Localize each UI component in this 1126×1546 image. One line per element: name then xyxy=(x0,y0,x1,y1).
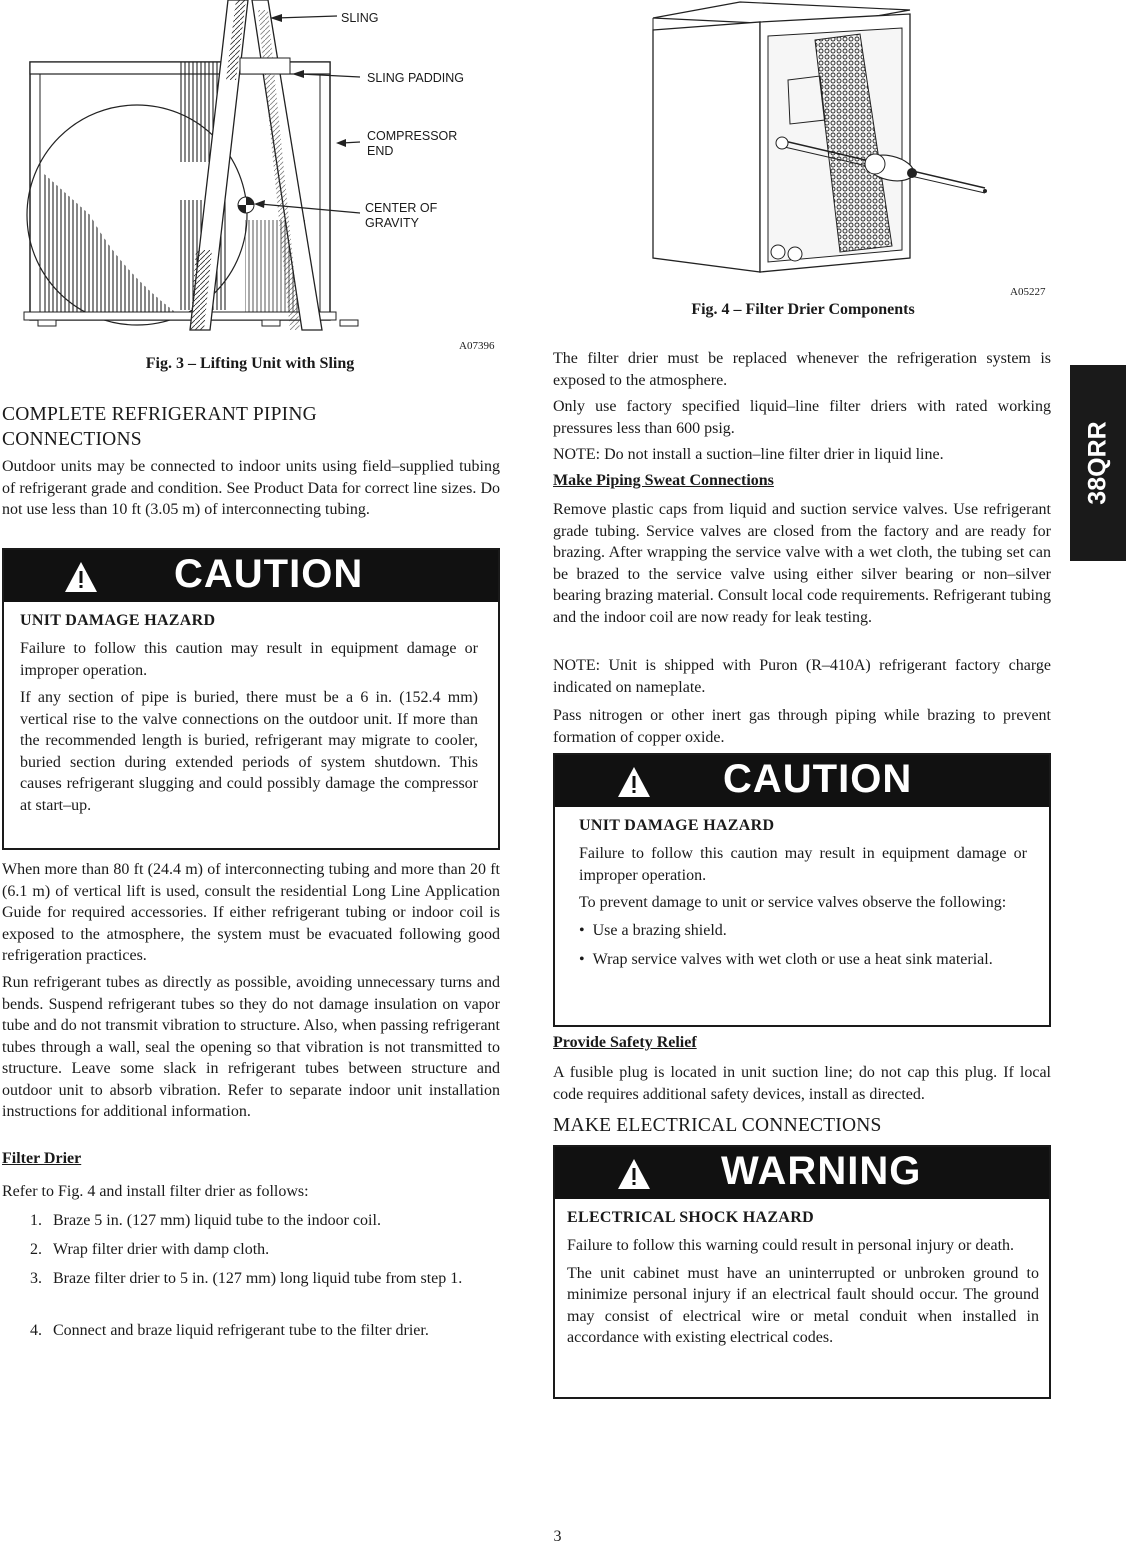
factory-driers-paragraph: Only use factory specified liquid–line filter driers with rated working pressures less than 600 psig. xyxy=(553,398,1051,437)
filter-step-1 xyxy=(30,1210,500,1232)
step-text: Braze filter drier to 5 in. (127 mm) long liquid tube from step 1. xyxy=(53,1270,463,1287)
filter-drier-intro: Refer to Fig. 4 and install filter drier as follows: xyxy=(2,1183,309,1200)
caution-text-1: Failure to follow this caution may result in equipment damage or improper operation. xyxy=(579,845,1027,884)
figure-3 xyxy=(0,0,510,345)
warning-triangle-icon xyxy=(64,561,98,593)
section-tab xyxy=(1070,365,1126,561)
step-text: Wrap filter drier with damp cloth. xyxy=(53,1241,270,1258)
caution-title: CAUTION xyxy=(723,757,913,801)
heading-complete-piping-line1: COMPLETE REFRIGERANT PIPING xyxy=(2,404,317,425)
label-sling-padding: SLING PADDING xyxy=(367,71,465,85)
lifting-unit-illustration xyxy=(0,0,510,345)
safety-relief-heading: Provide Safety Relief xyxy=(553,1034,697,1051)
warning-text-1: Failure to follow this warning could result in personal injury or death. xyxy=(567,1237,1015,1254)
caution-text-1: Failure to follow this caution may result in equipment damage or improper operation. xyxy=(20,640,478,679)
heading-complete-piping-line2: CONNECTIONS xyxy=(2,429,142,450)
filter-step-3 xyxy=(30,1268,500,1290)
caution-header xyxy=(4,550,498,602)
warning-header xyxy=(555,1147,1049,1199)
figure-4-caption: Fig. 4 – Filter Drier Components xyxy=(691,301,915,318)
filter-drier-heading: Filter Drier xyxy=(2,1150,82,1167)
label-center-of-gravity-line2: GRAVITY xyxy=(365,216,419,230)
bullet-text: Wrap service valves with wet cloth or use a heat sink material. xyxy=(592,951,993,968)
step-text: Connect and braze liquid refrigerant tube to the filter drier. xyxy=(53,1322,429,1339)
caution-title: CAUTION xyxy=(174,552,364,596)
nitrogen-paragraph: Pass nitrogen or other inert gas through piping while brazing to prevent formation of copper oxide. xyxy=(553,707,1051,746)
caution-box-left xyxy=(2,548,500,850)
note-text: : Do not install a suction–line filter drier in liquid line. xyxy=(595,446,944,463)
filter-drier-illustration xyxy=(620,0,1020,285)
filter-step-4 xyxy=(30,1320,500,1342)
caution-text-2: If any section of pipe is buried, there must be a 6 in. (152.4 mm) vertical rise to the valve connections on the outdoor unit. If more than the recommended length is buried, refrigerant may migrate to cooler, buried section during extended periods of system shutdown. This causes refrigerant slugging and could possibly damage the compressor at start–up. xyxy=(20,689,478,814)
section-tab-label: 38QRR xyxy=(1083,421,1112,505)
label-center-of-gravity-line1: CENTER OF xyxy=(365,201,438,215)
figure-3-id: A07396 xyxy=(459,340,495,352)
warning-text-2: The unit cabinet must have an uninterrupted or unbroken ground to minimize personal injury if an electrical fault should occur. The ground may consist of electrical wire or metal conduit when installed in accordance with existing electrical codes. xyxy=(567,1264,1039,1346)
caution-text-2: To prevent damage to unit or service valves observe the following: xyxy=(579,894,1007,911)
label-compressor-end xyxy=(367,129,457,159)
intro-paragraph: Outdoor units may be connected to indoor units using field–supplied tubing of refrigerant grade and condition. See Product Data for correct line sizes. Do not use less than 10 ft (3.05 m) of interconnecting tubing. xyxy=(2,458,500,518)
sweat-connections-heading: Make Piping Sweat Connections xyxy=(553,472,774,489)
warning-triangle-icon xyxy=(617,1158,651,1190)
caution-header xyxy=(555,755,1049,807)
heading-complete-piping xyxy=(2,402,317,452)
hazard-title: ELECTRICAL SHOCK HAZARD xyxy=(567,1209,814,1226)
note-text: : Unit is shipped with Puron (R–410A) refrigerant factory charge indicated on nameplate. xyxy=(553,657,1051,696)
figure-4 xyxy=(620,0,1020,285)
caution-box-right xyxy=(553,753,1051,1027)
warning-triangle-icon xyxy=(617,766,651,798)
safety-relief-paragraph: A fusible plug is located in unit suction line; do not cap this plug. If local code requires additional safety devices, install as directed. xyxy=(553,1064,1051,1103)
hazard-title: UNIT DAMAGE HAZARD xyxy=(20,612,216,629)
warning-box xyxy=(553,1145,1051,1399)
step-number: 4. xyxy=(30,1322,42,1339)
note-label: NOTE xyxy=(553,446,596,463)
step-number: 1. xyxy=(30,1212,42,1229)
step-number: 2. xyxy=(30,1241,42,1258)
note-suction-line xyxy=(553,444,1051,466)
heading-electrical: MAKE ELECTRICAL CONNECTIONS xyxy=(553,1115,882,1136)
label-compressor-end-line2: END xyxy=(367,144,394,158)
warning-title: WARNING xyxy=(721,1149,922,1193)
page-number: 3 xyxy=(553,1528,562,1545)
longline-paragraph: When more than 80 ft (24.4 m) of interconnecting tubing and more than 20 ft (6.1 m) of vertical lift is used, consult the residential Long Line Application Guide for required accessories. If either refrigerant tubing or indoor coil is exposed to the atmosphere, the system must be evacuated following good refrigeration practices. xyxy=(2,861,500,964)
note-label: NOTE xyxy=(553,657,596,674)
filter-step-2 xyxy=(30,1239,500,1261)
figure-4-id: A05227 xyxy=(1010,286,1046,298)
label-sling: SLING xyxy=(341,11,379,25)
run-tubes-paragraph: Run refrigerant tubes as directly as possible, avoiding unnecessary turns and bends. Suspend refrigerant tubes so they do not damage insulation on vapor tube and do not transmit vibration to structure. Also, when passing refrigerant tubes through a wall, seal the opening so that vibration is not transmitted to structure. Leave some slack in refrigerant tubes between structure and outdoor unit to absorb vibration. Refer to separate indoor unit installation instructions for additional information. xyxy=(2,974,500,1120)
step-number: 3. xyxy=(30,1270,42,1287)
hazard-title: UNIT DAMAGE HAZARD xyxy=(579,817,775,834)
step-text: Braze 5 in. (127 mm) liquid tube to the indoor coil. xyxy=(53,1212,381,1229)
note-puron xyxy=(553,655,1051,698)
label-compressor-end-line1: COMPRESSOR xyxy=(367,129,458,143)
replace-drier-paragraph: The filter drier must be replaced whenever the refrigeration system is exposed to the atmosphere. xyxy=(553,350,1051,389)
bullet-text: Use a brazing shield. xyxy=(592,921,727,939)
sweat-paragraph: Remove plastic caps from liquid and suction service valves. Use refrigerant grade tubing. Service valves are closed from the factory and are ready for brazing. After wrapping the service valve with a wet cloth, the tubing set can be brazed to the service valve using either silver bearing or non–silver bearing brazing material. Consult local code requirements. Refrigerant tubing and the indoor coil are now ready for leak testing. xyxy=(553,501,1051,626)
label-center-of-gravity xyxy=(365,201,437,231)
caution-bullet-1: • Use a brazing shield. xyxy=(579,921,727,939)
caution-bullet-2: • Wrap service valves with wet cloth or use a heat sink material. xyxy=(579,951,993,968)
figure-3-caption: Fig. 3 – Lifting Unit with Sling xyxy=(145,355,355,372)
